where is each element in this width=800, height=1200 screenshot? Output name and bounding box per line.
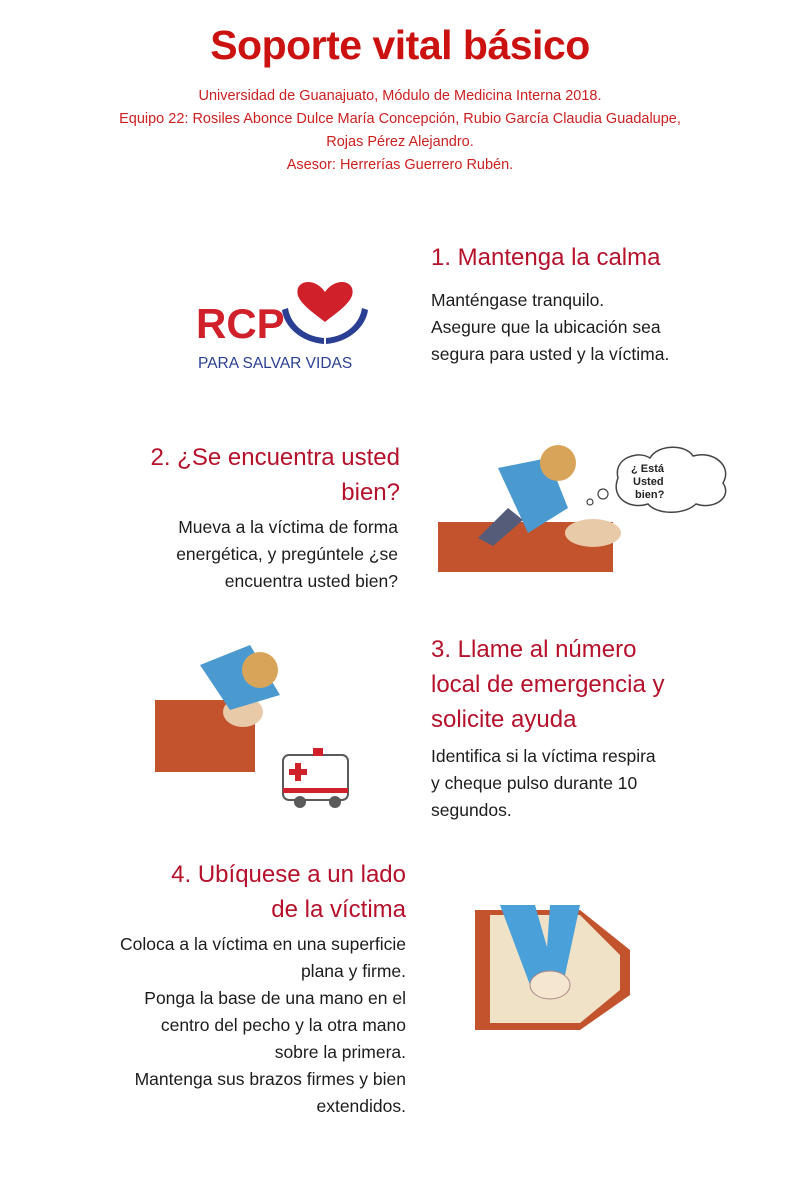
step-1-body [431,287,669,368]
step-4-body-line: Mantenga sus brazos firmes y bien [134,1069,406,1089]
step-4-body-line: Coloca a la víctima en una superficie [120,934,406,954]
page-title: Soporte vital básico [210,22,590,68]
credits-advisor: Asesor: Herrerías Guerrero Rubén. [286,157,514,173]
step-1-heading-line: 1. Mantenga la calma [431,244,661,271]
step-3-body-line: Identifica si la víctima respira [431,746,656,766]
step-2-heading-line: bien? [341,479,400,506]
thought-bubble [587,447,726,512]
step-4-body-line: sobre la primera. [274,1042,406,1062]
step-3-heading [431,632,664,737]
step-3-body [431,743,656,824]
chest-compression-illustration [470,905,635,1035]
step-2-body [80,514,398,595]
step-4-body-line: Ponga la base de una mano en el [144,988,406,1008]
step-1-body-line: Asegure que la ubicación sea [431,317,661,337]
step-4-heading [100,857,406,927]
step-4-body [40,931,406,1120]
credits-team-cont: Rojas Pérez Alejandro. [326,134,474,150]
step-4-body-line: centro del pecho y la otra mano [160,1015,406,1035]
rescuer-checking-illustration [438,438,738,578]
step-1-heading [431,240,660,275]
bubble-line: bien? [635,489,665,501]
credits-team: Equipo 22: Rosiles Abonce Dulce María Concepción, Rubio García Claudia Guadalupe, [119,111,681,127]
step-1-body-line: segura para usted y la víctima. [431,344,670,364]
step-3-heading-line: 3. Llame al número [431,636,637,663]
step-1-body-line: Manténgase tranquilo. [431,290,605,310]
ambulance-icon [283,748,348,808]
bubble-line: Usted [633,476,664,488]
step-2-body-line: encuentra usted bien? [224,571,398,591]
step-3-heading-line: solicite ayuda [431,706,577,733]
step-3-body-line: segundos. [431,800,512,820]
rcp-logo [190,280,370,380]
emergency-call-illustration [155,640,365,810]
step-2-heading-line: 2. ¿Se encuentra usted [150,444,400,471]
step-4-heading-line: de la víctima [271,896,406,923]
credits-block [0,85,800,177]
heart-icon [297,282,352,322]
step-2-body-line: energética, y pregúntele ¿se [176,544,398,564]
step-2-heading [100,440,400,510]
credits-university: Universidad de Guanajuato, Módulo de Medicina Interna 2018. [198,88,602,104]
bubble-line: ¿ Está [631,463,665,475]
step-4-body-line: plana y firme. [300,961,406,981]
logo-secondary-text: PARA SALVAR VIDAS [198,355,353,372]
step-4-heading-line: 4. Ubíquese a un lado [171,861,406,888]
logo-primary-text: RCP [196,300,285,347]
step-4-body-line: extendidos. [316,1096,406,1116]
step-3-heading-line: local de emergencia y [431,671,665,698]
step-3-body-line: y cheque pulso durante 10 [431,773,638,793]
step-2-body-line: Mueva a la víctima de forma [178,517,398,537]
